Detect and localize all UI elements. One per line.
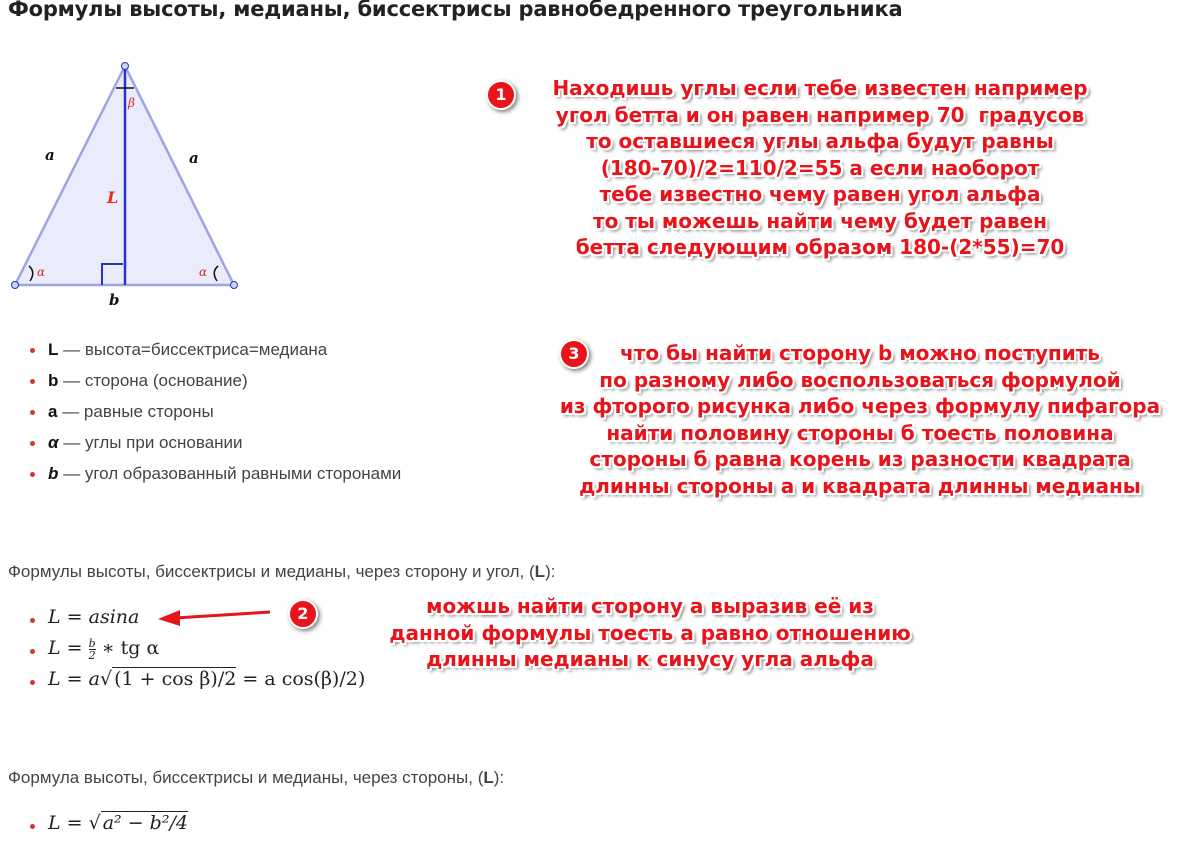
apex-angle-label: β xyxy=(128,96,135,110)
section-heading-side-angle: Формулы высоты, биссектрисы и медианы, через сторону и угол, (L): xyxy=(8,562,556,581)
formula-item: L = √ a² − b²/4 xyxy=(30,812,188,834)
page-title: Формулы высоты, медианы, биссектрисы равнобедренного треугольника xyxy=(8,0,903,21)
legend-item xyxy=(30,371,401,402)
legend-item xyxy=(30,402,401,433)
left-angle-label: α xyxy=(37,265,46,279)
right-vertex xyxy=(231,282,238,289)
legend-symbol: a xyxy=(48,402,58,421)
legend-list xyxy=(30,340,401,495)
height-label: L xyxy=(107,188,119,207)
legend-symbol: b xyxy=(48,464,59,483)
formula-item: L = $\frac{b}{2}$ ∗ tg α xyxy=(30,637,365,668)
isosceles-triangle-diagram xyxy=(0,52,260,312)
red-arrow-icon xyxy=(150,598,280,628)
note-badge-2: 2 xyxy=(288,599,318,629)
legend-symbol: b xyxy=(48,371,59,390)
note-1: Находишь углы если тебе известен например угол бетта и он равен например 70 градусов то оставшиеся углы альфа будут равны (180-70)/2=110/2=55 а если наоборот тебе известно чему равен угол альфа то ты можешь найти чему будет равен бетта следующим образом 180-(2*55)=70 xyxy=(552,76,1088,259)
note-2: можшь найти сторону а выразив её из данной формулы тоесть а равно отношению длинны медианы к синусу угла альфа xyxy=(389,594,911,671)
sqrt-sign: √ xyxy=(88,812,101,834)
note-3: что бы найти сторону b можно поступить по разному либо воспользоваться формулой из фторого рисунка либо через формулу пифагора найти половину стороны б тоесть половина стороны б равна корень из разности квадрата длинны стороны а и квадрата длинны медианы xyxy=(559,341,1161,498)
formula-list-sides xyxy=(30,812,188,834)
legend-symbol: L xyxy=(48,340,59,359)
legend-item xyxy=(30,340,401,371)
side-right-label: a xyxy=(189,149,199,167)
legend-text: — сторона (основание) xyxy=(58,371,248,390)
fraction: $\frac{b}{2}$ xyxy=(88,636,96,662)
legend-text: — равные стороны xyxy=(57,402,214,421)
formula-text: L = asina xyxy=(48,606,140,628)
apex-vertex xyxy=(122,63,129,70)
legend-item xyxy=(30,464,401,495)
legend-text: — высота=биссектриса=медиана xyxy=(58,340,328,359)
base-label: b xyxy=(109,291,120,309)
side-left-label: a xyxy=(45,146,55,164)
right-angle-label: α xyxy=(199,265,208,279)
formula-item: L = a√ (1 + cos β)/2 = a cos(β)/2) xyxy=(30,668,365,699)
sqrt-sign: √ xyxy=(99,668,113,690)
section-heading-sides: Формула высоты, биссектрисы и медианы, через стороны, (L): xyxy=(8,768,505,787)
note-badge-1: 1 xyxy=(486,80,516,110)
legend-item xyxy=(30,433,401,464)
legend-text: — углы при основании xyxy=(58,433,243,452)
legend-text: — угол образованный равными сторонами xyxy=(58,464,402,483)
legend-symbol: α xyxy=(48,433,59,452)
note-badge-3: 3 xyxy=(559,339,589,369)
left-vertex xyxy=(12,282,19,289)
